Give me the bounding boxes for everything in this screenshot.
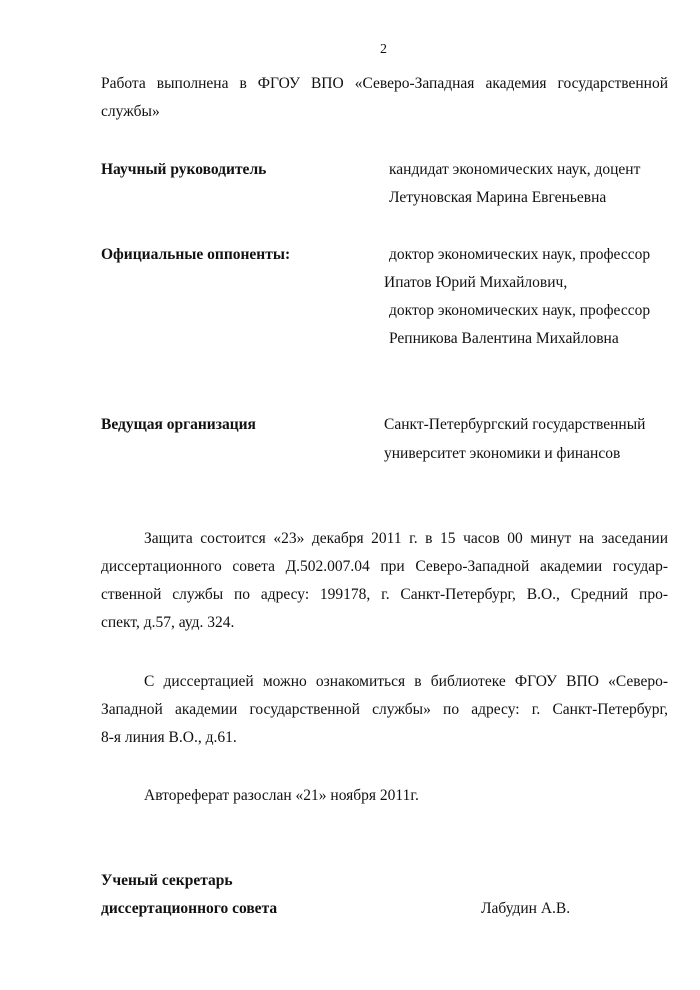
leading-org-line-1: Санкт-Петербургский государственный [384, 416, 646, 433]
leading-org-label: Ведущая организация [101, 416, 256, 433]
supervisor-degree: кандидат экономических наук, доцент [389, 161, 641, 178]
opponent-2-degree: доктор экономических наук, профессор [389, 302, 651, 319]
page-number: 2 [380, 42, 387, 57]
opponent-1-name: Ипатов Юрий Михайлович, [384, 274, 568, 291]
opponents-label: Официальные оппоненты: [101, 246, 291, 263]
leading-org-line-2: университет экономики и финансов [384, 445, 621, 462]
secretary-label-line-2: диссертационного совета [101, 900, 278, 917]
defense-line-3: ственной службы по адресу: 199178, г. Санкт-Петербург, В.О., Средний про- [101, 586, 668, 603]
intro-paragraph [101, 70, 668, 126]
secretary-label-line-1: Ученый секретарь [101, 872, 233, 889]
intro-line-1: Работа выполнена в ФГОУ ВПО «Северо-Западная академия государственной [101, 75, 668, 92]
secretary-name: Лабудин А.В. [481, 900, 571, 917]
intro-line-2: службы» [101, 103, 160, 120]
opponent-2-name: Репникова Валентина Михайловна [389, 330, 619, 347]
library-line-1: С диссертацией можно ознакомиться в библиотеке ФГОУ ВПО «Северо- [144, 673, 668, 690]
defense-line-1: Защита состоится «23» декабря 2011 г. в 15 часов 00 минут на заседании [144, 530, 668, 547]
supervisor-name: Летуновская Марина Евгеньевна [389, 189, 607, 206]
abstract-sent-date: Автореферат разослан «21» ноября 2011г. [144, 787, 419, 804]
opponent-1-degree: доктор экономических наук, профессор [389, 246, 651, 263]
library-line-2: Западной академии государственной службы» по адресу: г. Санкт-Петербург, [101, 701, 668, 718]
defense-line-2: диссертационного совета Д.502.007.04 при Северо-Западной академии государ- [101, 558, 668, 575]
defense-line-4: спект, д.57, ауд. 324. [101, 614, 235, 631]
supervisor-label: Научный руководитель [101, 161, 267, 178]
library-paragraph [101, 668, 668, 752]
defense-paragraph [101, 525, 668, 637]
library-line-3: 8-я линия В.О., д.61. [101, 729, 237, 746]
